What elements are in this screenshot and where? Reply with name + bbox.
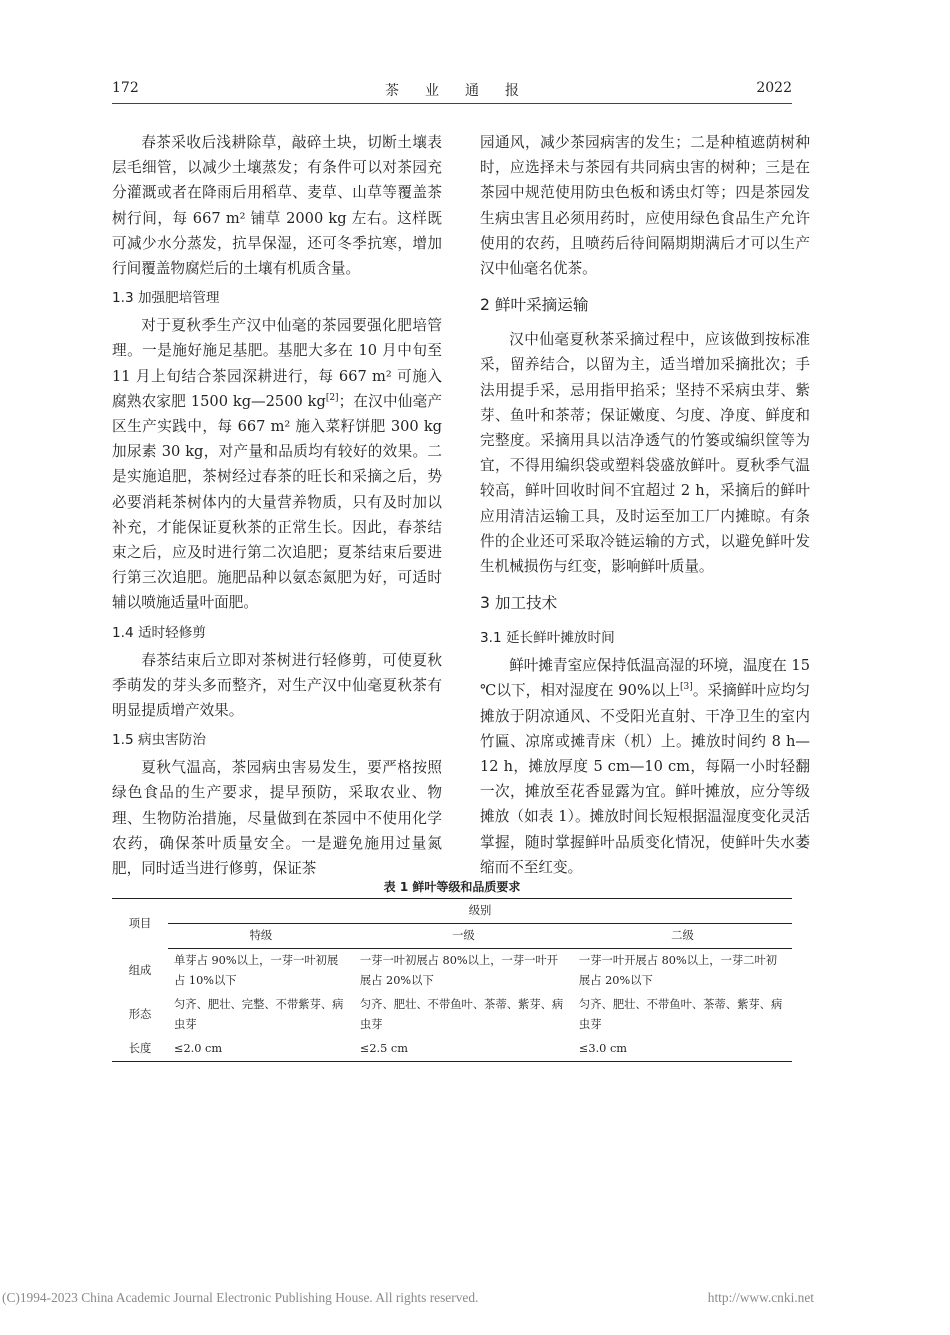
table-cell: 匀齐、肥壮、完整、不带紫芽、病虫芽 (174, 998, 344, 1031)
section-heading-3: 3 加工技术 (480, 594, 558, 613)
grade-table (112, 898, 792, 1062)
section-heading-1-4: 1.4 适时轻修剪 (112, 624, 206, 641)
section-heading-1-3: 1.3 加强肥培管理 (112, 290, 220, 307)
publisher-url[interactable]: http://www.cnki.net (707, 1290, 814, 1305)
table-cell: 匀齐、肥壮、不带鱼叶、茶蒂、紫芽、病虫芽 (359, 998, 564, 1031)
copyright-notice: (C)1994-2023 China Academic Journal Electronic Publishing House. All rights reserved. (2, 1290, 479, 1305)
column-header-item: 项目 (112, 899, 168, 949)
left-column (112, 130, 442, 881)
table-subheader-row (112, 924, 792, 949)
citation-ref-2[interactable]: [2] (325, 392, 339, 403)
paragraph-spreading (480, 653, 810, 880)
table-title: 表 1 鲜叶等级和品质要求 (383, 880, 521, 894)
table-cell: 单芽占 90%以上，一芽一叶初展占 10%以下 (174, 954, 339, 987)
table-cell: 一芽一叶开展占 80%以上，一芽二叶初展占 20%以下 (578, 954, 778, 987)
paragraph-text: 。采摘鲜叶应均匀摊放于阴凉通风、不受阳光直射、干净卫生的室内竹匾、凉席或摊青床（机）上。摊放时间约 8 h—12 h，摊放厚度 5 cm—10 cm，每隔一小时轻翻一次，摊放至花香显露为宜。鲜叶摊放，应分等级摊放（如表 1）。摊放时间长短根据温湿度变化灵活掌握，随时掌握鲜叶品质变化情况，使鲜叶失水萎缩而不至红变。 (480, 682, 810, 876)
header-rule (112, 103, 792, 104)
paragraph-text: 对于夏秋季生产汉中仙毫的茶园要强化肥培管理。一是施好施足基肥。基肥大多在 10 月中旬至 11 月上旬结合茶园深耕进行，每 667 m² 可施入腐熟农家肥 1500 kg—2500 kg (112, 317, 442, 410)
running-header (112, 80, 792, 100)
paragraph: 春茶采收后浅耕除草，敲碎土块，切断土壤表层毛细管，以减少土壤蒸发；有条件可以对茶园充分灌溉或者在降雨后用稻草、麦草、山草等覆盖茶树行间，每 667 m² 铺草 2000 kg 左右。这样既可减少水分蒸发，抗旱保湿，还可冬季抗寒，增加行间覆盖物腐烂后的土壤有机质含量。 (112, 134, 442, 278)
paragraph: 园通风，减少茶园病害的发生；二是种植遮荫树种时，应选择未与茶园有共同病虫害的树种；三是在茶园中规范使用防虫色板和诱虫灯等；四是茶园发生病虫害且必须用药时，应使用绿色食品生产允许使用的农药，且喷药后待间隔期期满后才可以生产汉中仙毫名优茶。 (480, 134, 810, 278)
column-header-grade: 特级 (168, 924, 354, 949)
paragraph: 夏秋气温高，茶园病虫害易发生，要严格按照绿色食品的生产要求，提早预防，采取农业、物理、生物防治措施，尽量做到在茶园中不使用化学农药，确保茶叶质量安全。一是避免施用过量氮肥，同时适当进行修剪，保证茶 (112, 759, 442, 878)
row-label: 组成 (128, 963, 152, 977)
table-cell: ≤2.0 cm (168, 1037, 354, 1062)
paragraph-text: 鲜叶摊青室应保持低温高湿的环境，温度在 15 ℃以下，相对湿度在 90%以上 (480, 657, 810, 700)
table-cell: ≤2.5 cm (354, 1037, 573, 1062)
row-label: 形态 (128, 1008, 152, 1021)
citation-ref-3[interactable]: [3] (680, 682, 693, 693)
journal-title: 茶业通报 (385, 83, 545, 99)
table-row (112, 993, 792, 1037)
column-header-grade-group: 级别 (168, 899, 792, 924)
table-header-row (112, 899, 792, 924)
paragraph: 春茶结束后立即对茶树进行轻修剪，可使夏秋季萌发的芽头多而整齐，对生产汉中仙毫夏秋茶有明显提质增产效果。 (112, 651, 442, 720)
section-heading-2: 2 鲜叶采摘运输 (480, 296, 589, 315)
paragraph-fertilizer (112, 313, 442, 615)
table-cell: 一芽一叶初展占 80%以上，一芽一叶开展占 20%以下 (359, 954, 559, 987)
table-cell: ≤3.0 cm (573, 1037, 792, 1062)
table-cell: 匀齐、肥壮、不带鱼叶、茶蒂、紫芽、病虫芽 (578, 998, 783, 1031)
publication-year: 2022 (756, 80, 792, 96)
row-label: 长度 (112, 1037, 168, 1062)
column-header-grade: 一级 (354, 924, 573, 949)
section-heading-3-1: 3.1 延长鲜叶摊放时间 (480, 630, 615, 647)
table-row (112, 1037, 792, 1062)
table-row (112, 949, 792, 994)
page-number: 172 (112, 80, 139, 96)
paragraph-text: ；在汉中仙毫产区生产实践中，每 667 m² 施入菜籽饼肥 300 kg 加尿素 30 kg，对产量和品质均有较好的效果。二是实施追肥，茶树经过春茶的旺长和采摘之后，势必要消耗茶树体内的大量营养物质，只有及时加以补充，才能保证夏秋茶的正常生长。因此，春茶结束之后，应及时进行第二次追肥；夏茶结束后要进行第三次追肥。施肥品种以氨态氮肥为好，可适时辅以喷施适量叶面肥。 (112, 392, 442, 612)
section-heading-1-5: 1.5 病虫害防治 (112, 732, 206, 749)
paragraph: 汉中仙毫夏秋茶采摘过程中，应该做到按标准采，留养结合，以留为主，适当增加采摘批次；手法用提手采，忌用指甲掐采；坚持不采病虫芽、紫芽、鱼叶和茶蒂；保证嫩度、匀度、净度、鲜度和完整度。采摘用具以洁净透气的竹篓或编织筐等为宜，不得用编织袋或塑料袋盛放鲜叶。夏秋季气温较高，鲜叶回收时间不宜超过 2 h，采摘后的鲜叶应用清洁运输工具，及时运至加工厂内摊晾。有条件的企业还可采取冷链运输的方式，以避免鲜叶发生机械损伤与红变，影响鲜叶质量。 (480, 331, 810, 576)
column-header-grade: 二级 (573, 924, 792, 949)
right-column (480, 130, 810, 880)
